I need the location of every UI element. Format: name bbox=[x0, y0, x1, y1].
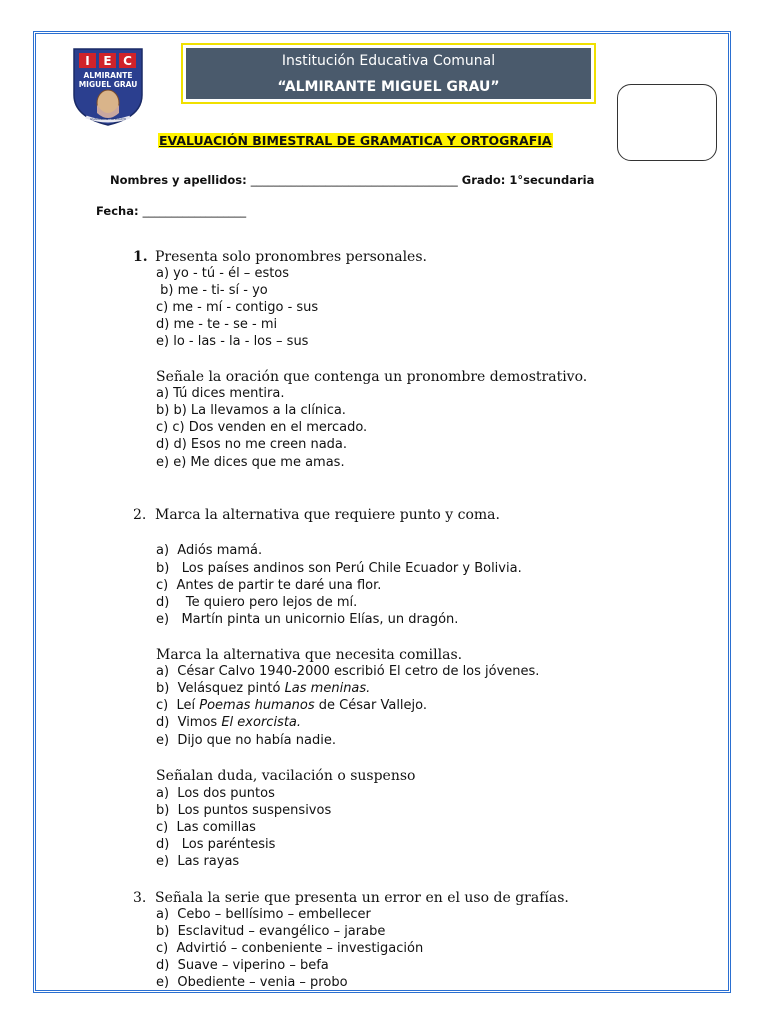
question-2-option-d[interactable]: d) Te quiero pero lejos de mí. bbox=[156, 595, 358, 610]
question-2-option-b[interactable]: b) Los países andinos son Perú Chile Ecuador y Bolivia. bbox=[156, 561, 522, 576]
question-1b-option-d[interactable]: d) d) Esos no me creen nada. bbox=[156, 437, 348, 452]
crest-line-2: MIGUEL GRAU bbox=[78, 80, 138, 89]
question-2-option-e[interactable]: e) Martín pinta un unicornio Elías, un dragón. bbox=[156, 612, 459, 627]
question-1b-option-a[interactable]: a) Tú dices mentira. bbox=[156, 386, 285, 401]
question-1-option-c[interactable]: c) me - mí - contigo - sus bbox=[156, 300, 319, 315]
question-1b-prompt: Señale la oración que contenga un pronombre demostrativo. bbox=[156, 369, 588, 385]
question-2c-option-a[interactable]: a) Los dos puntos bbox=[156, 786, 275, 801]
question-3-prompt bbox=[133, 890, 569, 906]
photo-box bbox=[617, 84, 717, 161]
date-blank[interactable]: __________________ bbox=[142, 204, 247, 218]
date-label: Fecha: bbox=[96, 204, 139, 218]
question-2b-option-d[interactable]: d) Vimos El exorcista. bbox=[156, 715, 302, 730]
question-3-text: Señala la serie que presenta un error en el uso de grafías. bbox=[155, 890, 569, 906]
question-1-number: 1. bbox=[133, 249, 148, 265]
question-2c-option-c[interactable]: c) Las comillas bbox=[156, 820, 256, 835]
question-1-prompt bbox=[133, 249, 427, 265]
exam-title: EVALUACIÓN BIMESTRAL DE GRAMATICA Y ORTOGRAFIA bbox=[159, 133, 552, 148]
names-row bbox=[110, 173, 594, 187]
question-1-option-e[interactable]: e) lo - las - la - los – sus bbox=[156, 334, 309, 349]
question-2b-option-b[interactable]: b) Velásquez pintó Las meninas. bbox=[156, 681, 371, 696]
question-2c-option-e[interactable]: e) Las rayas bbox=[156, 854, 240, 869]
institution-name: Institución Educativa Comunal bbox=[281, 53, 496, 69]
school-name: “ALMIRANTE MIGUEL GRAU” bbox=[277, 79, 500, 95]
crest-line-1: ALMIRANTE bbox=[83, 71, 133, 80]
question-1-text: Presenta solo pronombres personales. bbox=[155, 249, 427, 265]
question-3-option-a[interactable]: a) Cebo – bellísimo – embellecer bbox=[156, 907, 371, 922]
date-row bbox=[96, 204, 246, 218]
question-1b-option-c[interactable]: c) c) Dos venden en el mercado. bbox=[156, 420, 368, 435]
question-3-number: 3. bbox=[133, 890, 147, 906]
question-1-option-b[interactable]: b) me - ti- sí - yo bbox=[156, 283, 268, 298]
question-3-option-c[interactable]: c) Advirtió – conbeniente – investigación bbox=[156, 941, 424, 956]
question-2b-option-c[interactable]: c) Leí Poemas humanos de César Vallejo. bbox=[156, 698, 428, 713]
question-1-option-d[interactable]: d) me - te - se - mi bbox=[156, 317, 278, 332]
crest-letter-e: E bbox=[103, 54, 112, 68]
crest-ribbon: GUADALUPE - CHICLAYO bbox=[89, 117, 127, 121]
question-2-option-c[interactable]: c) Antes de partir te daré una flor. bbox=[156, 578, 382, 593]
question-2b-option-a[interactable]: a) César Calvo 1940-2000 escribió El cetro de los jóvenes. bbox=[156, 664, 540, 679]
institution-title-box bbox=[181, 43, 596, 104]
question-2-prompt bbox=[133, 507, 500, 523]
photo-box-gap bbox=[640, 81, 690, 84]
question-2b-option-e[interactable]: e) Dijo que no había nadie. bbox=[156, 733, 336, 748]
question-1-option-a[interactable]: a) yo - tú - él – estos bbox=[156, 266, 290, 281]
names-label: Nombres y apellidos: bbox=[110, 173, 247, 187]
question-2-text: Marca la alternativa que requiere punto y coma. bbox=[155, 507, 500, 523]
question-2c-prompt: Señalan duda, vacilación o suspenso bbox=[156, 768, 416, 784]
names-blank[interactable]: ____________________________________ bbox=[250, 173, 458, 187]
question-2c-option-d[interactable]: d) Los paréntesis bbox=[156, 837, 276, 852]
question-3-option-b[interactable]: b) Esclavitud – evangélico – jarabe bbox=[156, 924, 386, 939]
question-1b-option-b[interactable]: b) b) La llevamos a la clínica. bbox=[156, 403, 346, 418]
question-2b-prompt: Marca la alternativa que necesita comillas. bbox=[156, 647, 463, 663]
question-2-option-a[interactable]: a) Adiós mamá. bbox=[156, 543, 263, 558]
crest-letter-c: C bbox=[123, 54, 132, 68]
school-crest-logo bbox=[70, 47, 146, 127]
question-2-number: 2. bbox=[133, 507, 147, 523]
question-1b-option-e[interactable]: e) e) Me dices que me amas. bbox=[156, 455, 345, 470]
question-3-option-d[interactable]: d) Suave – viperino – befa bbox=[156, 958, 329, 973]
crest-letter-i: I bbox=[85, 54, 90, 68]
question-2c-option-b[interactable]: b) Los puntos suspensivos bbox=[156, 803, 332, 818]
question-3-option-e[interactable]: e) Obediente – venia – probo bbox=[156, 975, 348, 990]
grade-label: Grado: 1°secundaria bbox=[461, 173, 595, 187]
